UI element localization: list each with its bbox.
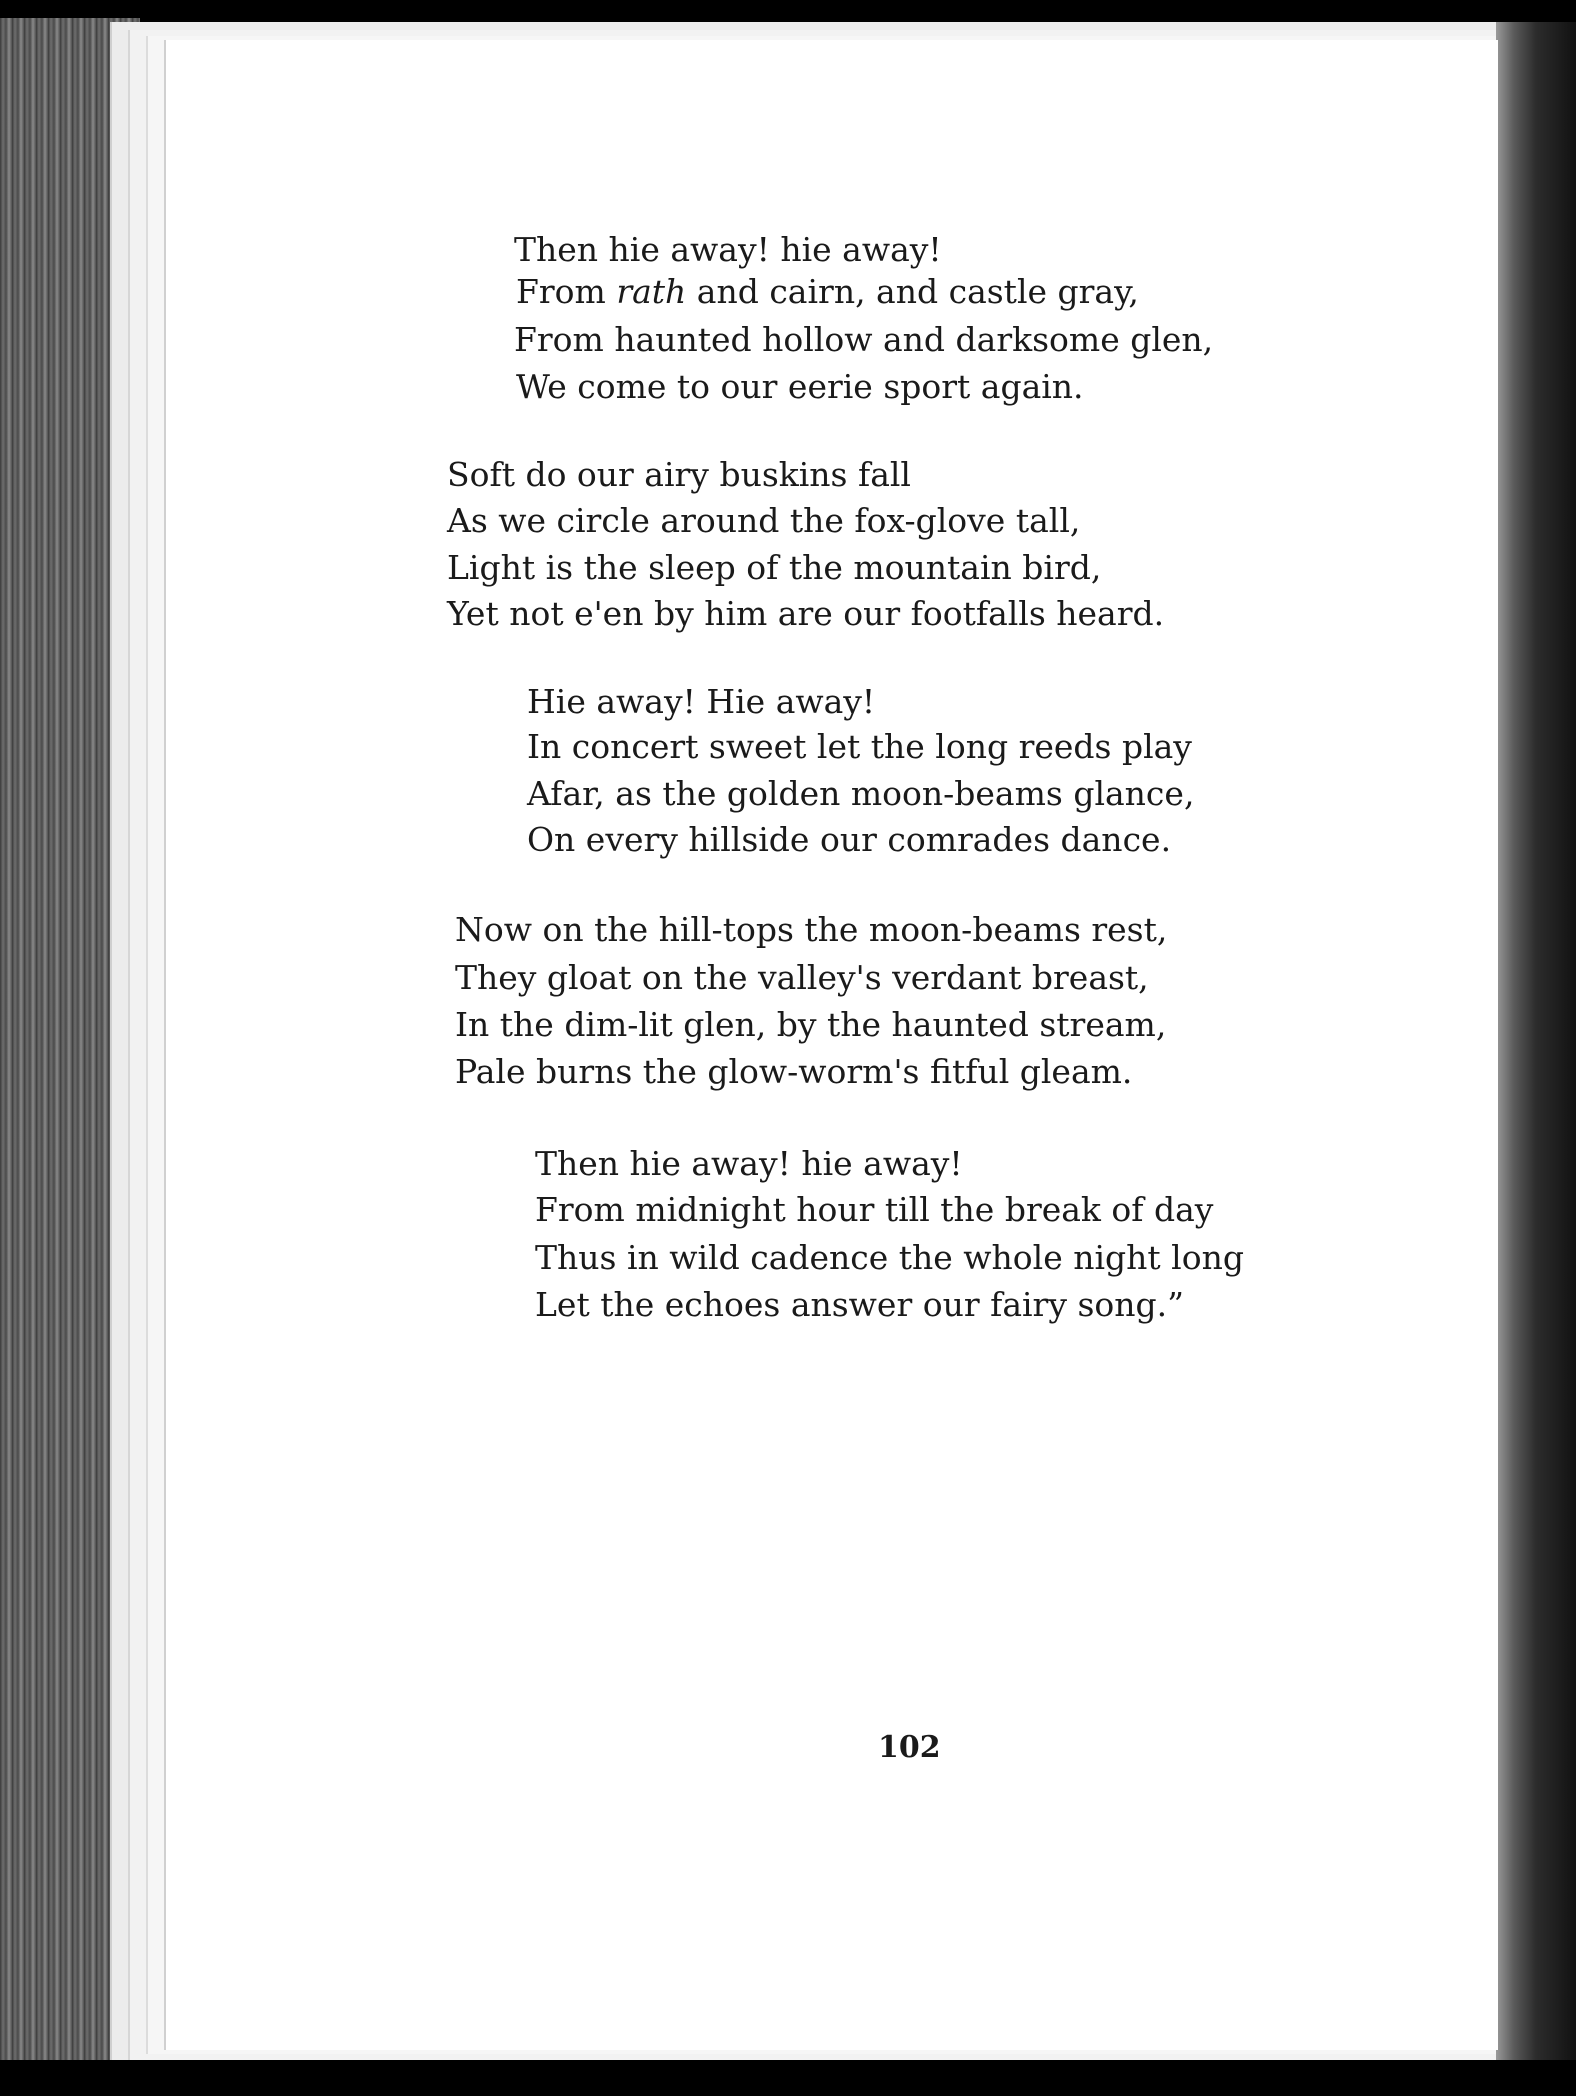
poem-line: They gloat on the valley's verdant breast,: [455, 958, 1149, 997]
scan-border-bottom: [0, 2060, 1576, 2096]
poem-line: Afar, as the golden moon-beams glance,: [527, 774, 1195, 813]
italic-word: rath: [616, 272, 687, 311]
poem-line: We come to our eerie sport again.: [516, 367, 1084, 406]
book-gutter-right: [1496, 22, 1576, 2078]
poem-line: From midnight hour till the break of day: [535, 1190, 1214, 1229]
poem-line: Light is the sleep of the mountain bird,: [447, 548, 1102, 587]
poem-line-text: From rath and cairn, and castle gray,: [516, 272, 1139, 311]
poem-line: Yet not e'en by him are our footfalls heard.: [447, 594, 1165, 633]
poem-line: Let the echoes answer our fairy song.”: [535, 1285, 1184, 1324]
poem-line: As we circle around the fox-glove tall,: [447, 501, 1081, 540]
poem-line: Then hie away! hie away!: [535, 1144, 963, 1183]
poem-line: From haunted hollow and darksome glen,: [514, 320, 1214, 359]
poem-line: Now on the hill-tops the moon-beams rest,: [455, 910, 1168, 949]
page-number: 102: [878, 1730, 941, 1765]
poem-line: Thus in wild cadence the whole night long: [535, 1238, 1244, 1277]
scan-border-top: [0, 0, 1576, 22]
poem-line: Hie away! Hie away!: [527, 682, 876, 721]
poem-line: On every hillside our comrades dance.: [527, 820, 1172, 859]
poem-line: In the dim-lit glen, by the haunted stream,: [455, 1005, 1167, 1044]
poem-line: Soft do our airy buskins fall: [447, 455, 911, 494]
poem-line: In concert sweet let the long reeds play: [527, 727, 1192, 766]
poem-line: Pale burns the glow-worm's fitful gleam.: [455, 1052, 1133, 1091]
poem-line: Then hie away! hie away!: [514, 230, 942, 269]
poem-line-with-italic: [516, 272, 1139, 312]
